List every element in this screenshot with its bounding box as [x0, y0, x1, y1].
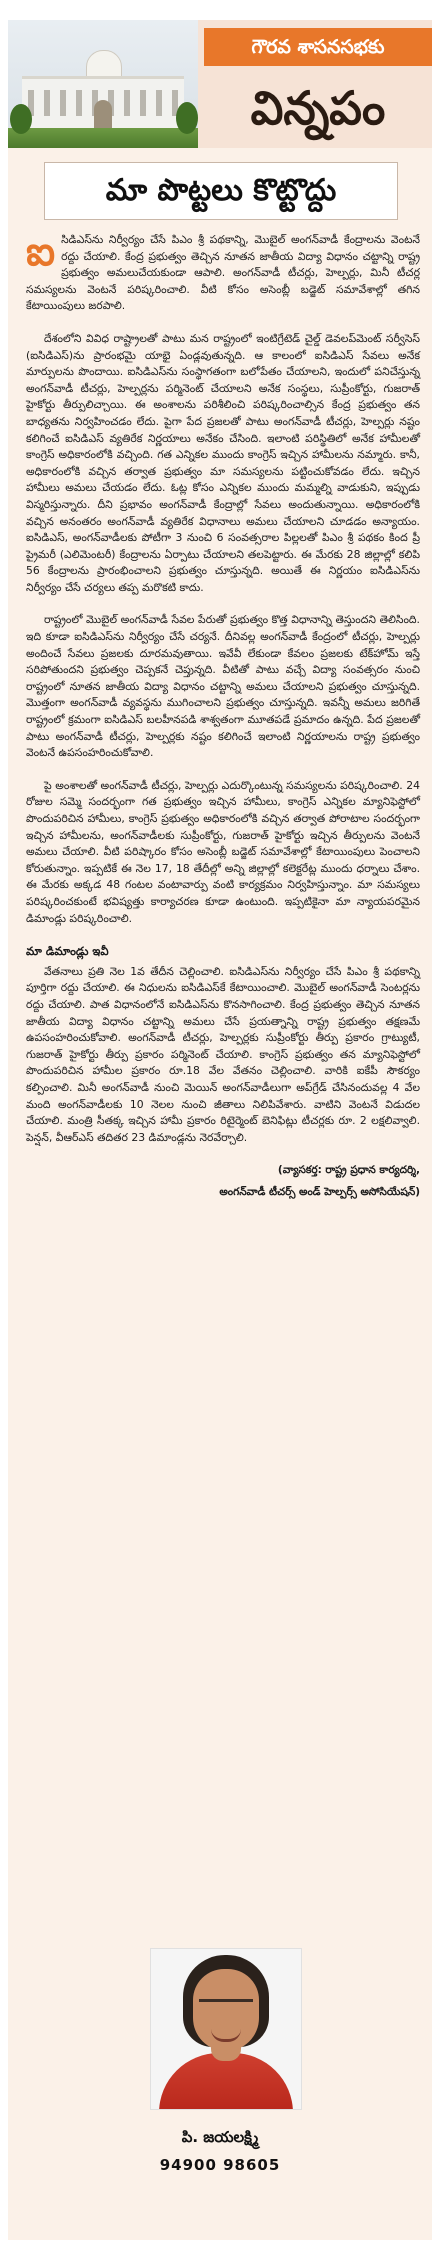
drop-cap: ఐ [26, 229, 56, 275]
tree-left [10, 104, 32, 134]
paragraph-1 [26, 229, 420, 315]
paragraph-3: రాష్ట్రంలో మొబైల్ అంగన్‌వాడీ సేవల పేరుతో ప్రభుత్వం కొత్త విధానాన్ని తెస్తుందని తెలిసింది. ఇది కూడా ఐసిడిఎస్‌ను నిర్వీర్యం చేసే చర్యనే. దీనివల్ల అంగన్‌వాడీ కేంద్రంలో టీచర్లు, హెల్పర్లు అందించే సేవలు ప్రజలకు దూరమవుతాయి. ఇవేవీ లేకుండా కేవలం ప్రజలకు టేక్‌హోమ్ ఇస్తే సరిపోతుందని ప్రభుత్వం చెప్పకనే చెప్తున్నది. వీటితో పాటు వచ్చే విద్యా సంవత్సరం నుంచి రాష్ట్రంలో నూతన జాతీయ విద్యా విధానం చట్టాన్ని అమలు చేయాలని ప్రభుత్వం చూస్తున్నది. మొత్తంగా అంగన్‌వాడీ వ్యవస్థను ముగించాలని ప్రభుత్వం చూస్తున్నది. ఇవన్నీ అమలు జరిగితే రాష్ట్రంలో క్రమంగా ఐసిడిఎస్ బలహీనపడి శాశ్వతంగా మూతపడే ప్రమాదం ఉన్నది. పేద ప్రజలతో పాటు అంగన్‌వాడీ టీచర్లు, హెల్పర్లకు నష్టం కలిగించే ఇలాంటి నిర్ణయాలను రాష్ట్ర ప్రభుత్వం వెంటనే ఉపసంహరించుకోవాలి. [26, 613, 420, 760]
series-header [8, 20, 432, 148]
tree-right [176, 102, 198, 134]
paragraph-1-text: సిడిఎస్‌ను నిర్వీర్యం చేసే పిఎం శ్రీ పథకాన్ని, మొబైల్ అంగన్‌వాడీ కేంద్రాలను వెంటనే రద్దు చేయాలి. కేంద్ర ప్రభుత్వం తెచ్చిన నూతన జాతీయ విద్యా విధానం చట్టాన్ని రాష్ట్ర ప్రభుత్వం అమలుచేయకుండా ఆపాలి. అంగన్‌వాడీ టీచర్లు, హెల్పర్లు, మినీ టీచర్ల సమస్యలను వెంటనే పరిష్కరించాలి. వీటి కోసం అసెంబ్లీ బడ్జెట్ సమావేశాల్లో తగిన కేటాయింపులు జరపాలి. [26, 233, 420, 313]
author-credit-line-2: అంగన్‌వాడీ టీచర్స్ అండ్ హెల్పర్స్ అసోసియేషన్) [219, 1186, 420, 1199]
author-name: పి. జయలక్ష్మి [181, 2128, 259, 2146]
paragraph-2: దేశంలోని వివిధ రాష్ట్రాలతో పాటు మన రాష్ట్రంలో ఇంటిగ్రేటెడ్ చైల్డ్ డెవలప్‌మెంట్ సర్వీసెస్ (ఐసిడిఎస్)ను ప్రారంభమై యాభై ఏండ్లవుతున్నది. ఆ కాలంలో ఐసిడిఎస్ సేవలు అనేక మార్పులను పొందాయి. ఐసిడిఎస్‌ను సంస్థాగతంగా బలోపేతం చేయాలని, ఇందులో పనిచేస్తున్న అంగన్‌వాడీ టీచర్లు, హెల్పర్లను పర్మినెంట్ చేయాలని అనేక సంస్థలు, సుప్రీంకోర్టు, గుజరాత్ హైకోర్టు తీర్పులిచ్చాయి. ఈ అంశాలను పరిశీలించి పరిష్కరించాల్సిన కేంద్ర ప్రభుత్వం తన బాధ్యతను నిర్వహించడం లేదు. పైగా పేద ప్రజలతో పాటు అంగన్‌వాడీ టీచర్లు, హెల్పర్లు నష్టం కలిగించే ఐసిడిఎస్ వ్యతిరేక నిర్ణయాలు అనేకం చేసింది. ఇలాంటి పరిస్థితిలో అనేక హామీలతో కాంగ్రెస్ అధికారంలోకి వచ్చింది. గత ఎన్నికల ముందు కాంగ్రెస్ ఇచ్చిన హామీలను నమ్మారు. కానీ, అధికారంలోకి వచ్చిన తర్వాత ప్రభుత్వం మా సమస్యలను పట్టించుకోవడం లేదు. ఇచ్చిన హామీలు అమలు చేయడం లేదు. ఓట్ల కోసం ఎన్నికల ముందు మమ్మల్ని వాడుకుని, ఇప్పుడు విస్మరిస్తున్నారు. దీని ప్రభావం అంగన్‌వాడీ కేంద్రాల్లో సేవలు అందుతున్నాయి. అధికారంలోకి వచ్చిన అనంతరం అంగన్‌వాడీ వ్యతిరేక విధానాలు అమలు చేయాలని చూడడం అన్యాయం. ఐసిడిఎస్, అంగన్‌వాడీలకు పోటీగా 3 నుంచి 6 సంవత్సరాల పిల్లలతో పిఎం శ్రీ పథకం కింద ప్రీ ప్రైమరీ (ఎలిమెంటరీ) కేంద్రాలను ఏర్పాటు చేయాలని తలపెట్టారు. ఈ మేరకు 28 జిల్లాల్లో కలిపి 56 కేంద్రాలను ప్రారంభించాలని ప్రభుత్వం చూస్తున్నది. అయితే ఈ నిర్ణయం ఐసిడిఎస్‌ను నిర్వీర్యం చేసే చర్యలు తప్ప మరొకటి కాదు. [26, 331, 420, 594]
photo-glasses [199, 1999, 253, 2018]
building-entrance [94, 100, 112, 128]
author-photo [150, 1948, 302, 2110]
demands-heading: మా డిమాండ్లు ఇవీ [26, 944, 109, 959]
author-credit-line-1: (వ్యాసకర్త: రాష్ట్ర ప్రధాన కార్యదర్శి, [277, 1164, 420, 1177]
photo-saree [159, 2053, 293, 2110]
series-title: విన్నపం [250, 81, 386, 135]
lawn [8, 128, 198, 148]
series-kicker: గౌరవ శాసనసభకు [204, 28, 432, 66]
paragraph-4: పై అంశాలతో అంగన్‌వాడీ టీచర్లు, హెల్పర్లు ఎదుర్కొంటున్న సమస్యలను పరిష్కరించాలి. 24 రోజుల సమ్మె సందర్భంగా గత ప్రభుత్వం ఇచ్చిన హామీలు, కాంగ్రెస్ ఎన్నికల మ్యానిఫెస్టోలో పొందుపరిచిన హామీలు, కాంగ్రెస్ ప్రభుత్వం అధికారంలోకి వచ్చిన తర్వాత పోరాటాల సందర్భంగా ఇచ్చిన హామీలను, అంగన్‌వాడీలకు సుప్రీంకోర్టు, గుజరాత్ హైకోర్టు ఇచ్చిన తీర్పులను వెంటనే అమలు చేయాలి. వీటి పరిష్కారం కోసం అసెంబ్లీ బడ్జెట్ సమావేశాల్లో కేటాయింపులు పెంచాలని కోరుతున్నాం. ఇప్పటికే ఈ నెల 17, 18 తేదీల్లో అన్ని జిల్లాల్లో కలెక్టరేట్ల ముందు ధర్నాలు చేశాం. ఈ మేరకు అక్కడ 48 గంటల వంటావార్పు వంటి కార్యక్రమం నిర్వహిస్తున్నాం. మా సమస్యలు పరిష్కరించకుంటే భవిష్యత్తు కార్యాచరణ కూడా ఉంటుంది. ఇప్పటికైనా మా న్యాయపరమైన డిమాండ్లు పరిష్కరించాలి. [26, 778, 420, 925]
author-phone: 94900 98605 [159, 2156, 281, 2174]
article-headline: మా పొట్టలు కొట్టొద్దు [44, 162, 398, 220]
demands-paragraph: వేతనాలు ప్రతి నెల 1వ తేదీన చెల్లించాలి. ఐసిడిఎస్‌ను నిర్వీర్యం చేసే పిఎం శ్రీ పథకాన్ని పూర్తిగా రద్దు చేయాలి. ఈ నిధులను ఐసిడిఎస్‌కే కేటాయించాలి. మొబైల్ అంగన్‌వాడీ సెంటర్లను రద్దు చేయాలి. పాత విధానంలోనే ఐసిడిఎస్‌ను కొనసాగించాలి. కేంద్ర ప్రభుత్వం తెచ్చిన నూతన జాతీయ విద్యా విధానం చట్టాన్ని అమలు చేసే ప్రయత్నాన్ని రాష్ట్ర ప్రభుత్వం తక్షణమే ఉపసంహరించుకోవాలి. అంగన్‌వాడీ టీచర్లు, హెల్పర్లకు సుప్రీంకోర్టు తీర్పు ప్రకారం గ్రాట్యుటీ, గుజరాత్ హైకోర్టు తీర్పు ప్రకారం పర్మినెంట్ చేయాలి. కాంగ్రెస్ ప్రభుత్వం తన మ్యానిఫెస్టోలో పొందుపరిచిన హామీల ప్రకారం రూ.18 వేల వేతనం చెల్లించాలి. వారికి ఐకేపీ సౌకర్యం కల్పించాలి. మినీ అంగన్‌వాడీ నుంచి మెయిన్ అంగన్‌వాడీలుగా అప్‌గ్రేడ్ చేసినందువల్ల 4 వేల మంది అంగన్‌వాడీలకు 10 నెలల నుంచి జీతాలు నిలిపివేశారు. వాటిని వెంటనే విడుదల చేయాలి. మంత్రి సీతక్క ఇచ్చిన హామీ ప్రకారం రిటైర్మెంట్ బెనిఫిట్లు టీచర్లకు రూ. 2 లక్షలివ్వాలి. పెన్షన్, వీఆర్ఎస్ తదితర 23 డిమాండ్లను నెరవేర్చాలి. [26, 964, 420, 1144]
article-body [26, 229, 420, 1200]
assembly-building-image [8, 20, 198, 148]
